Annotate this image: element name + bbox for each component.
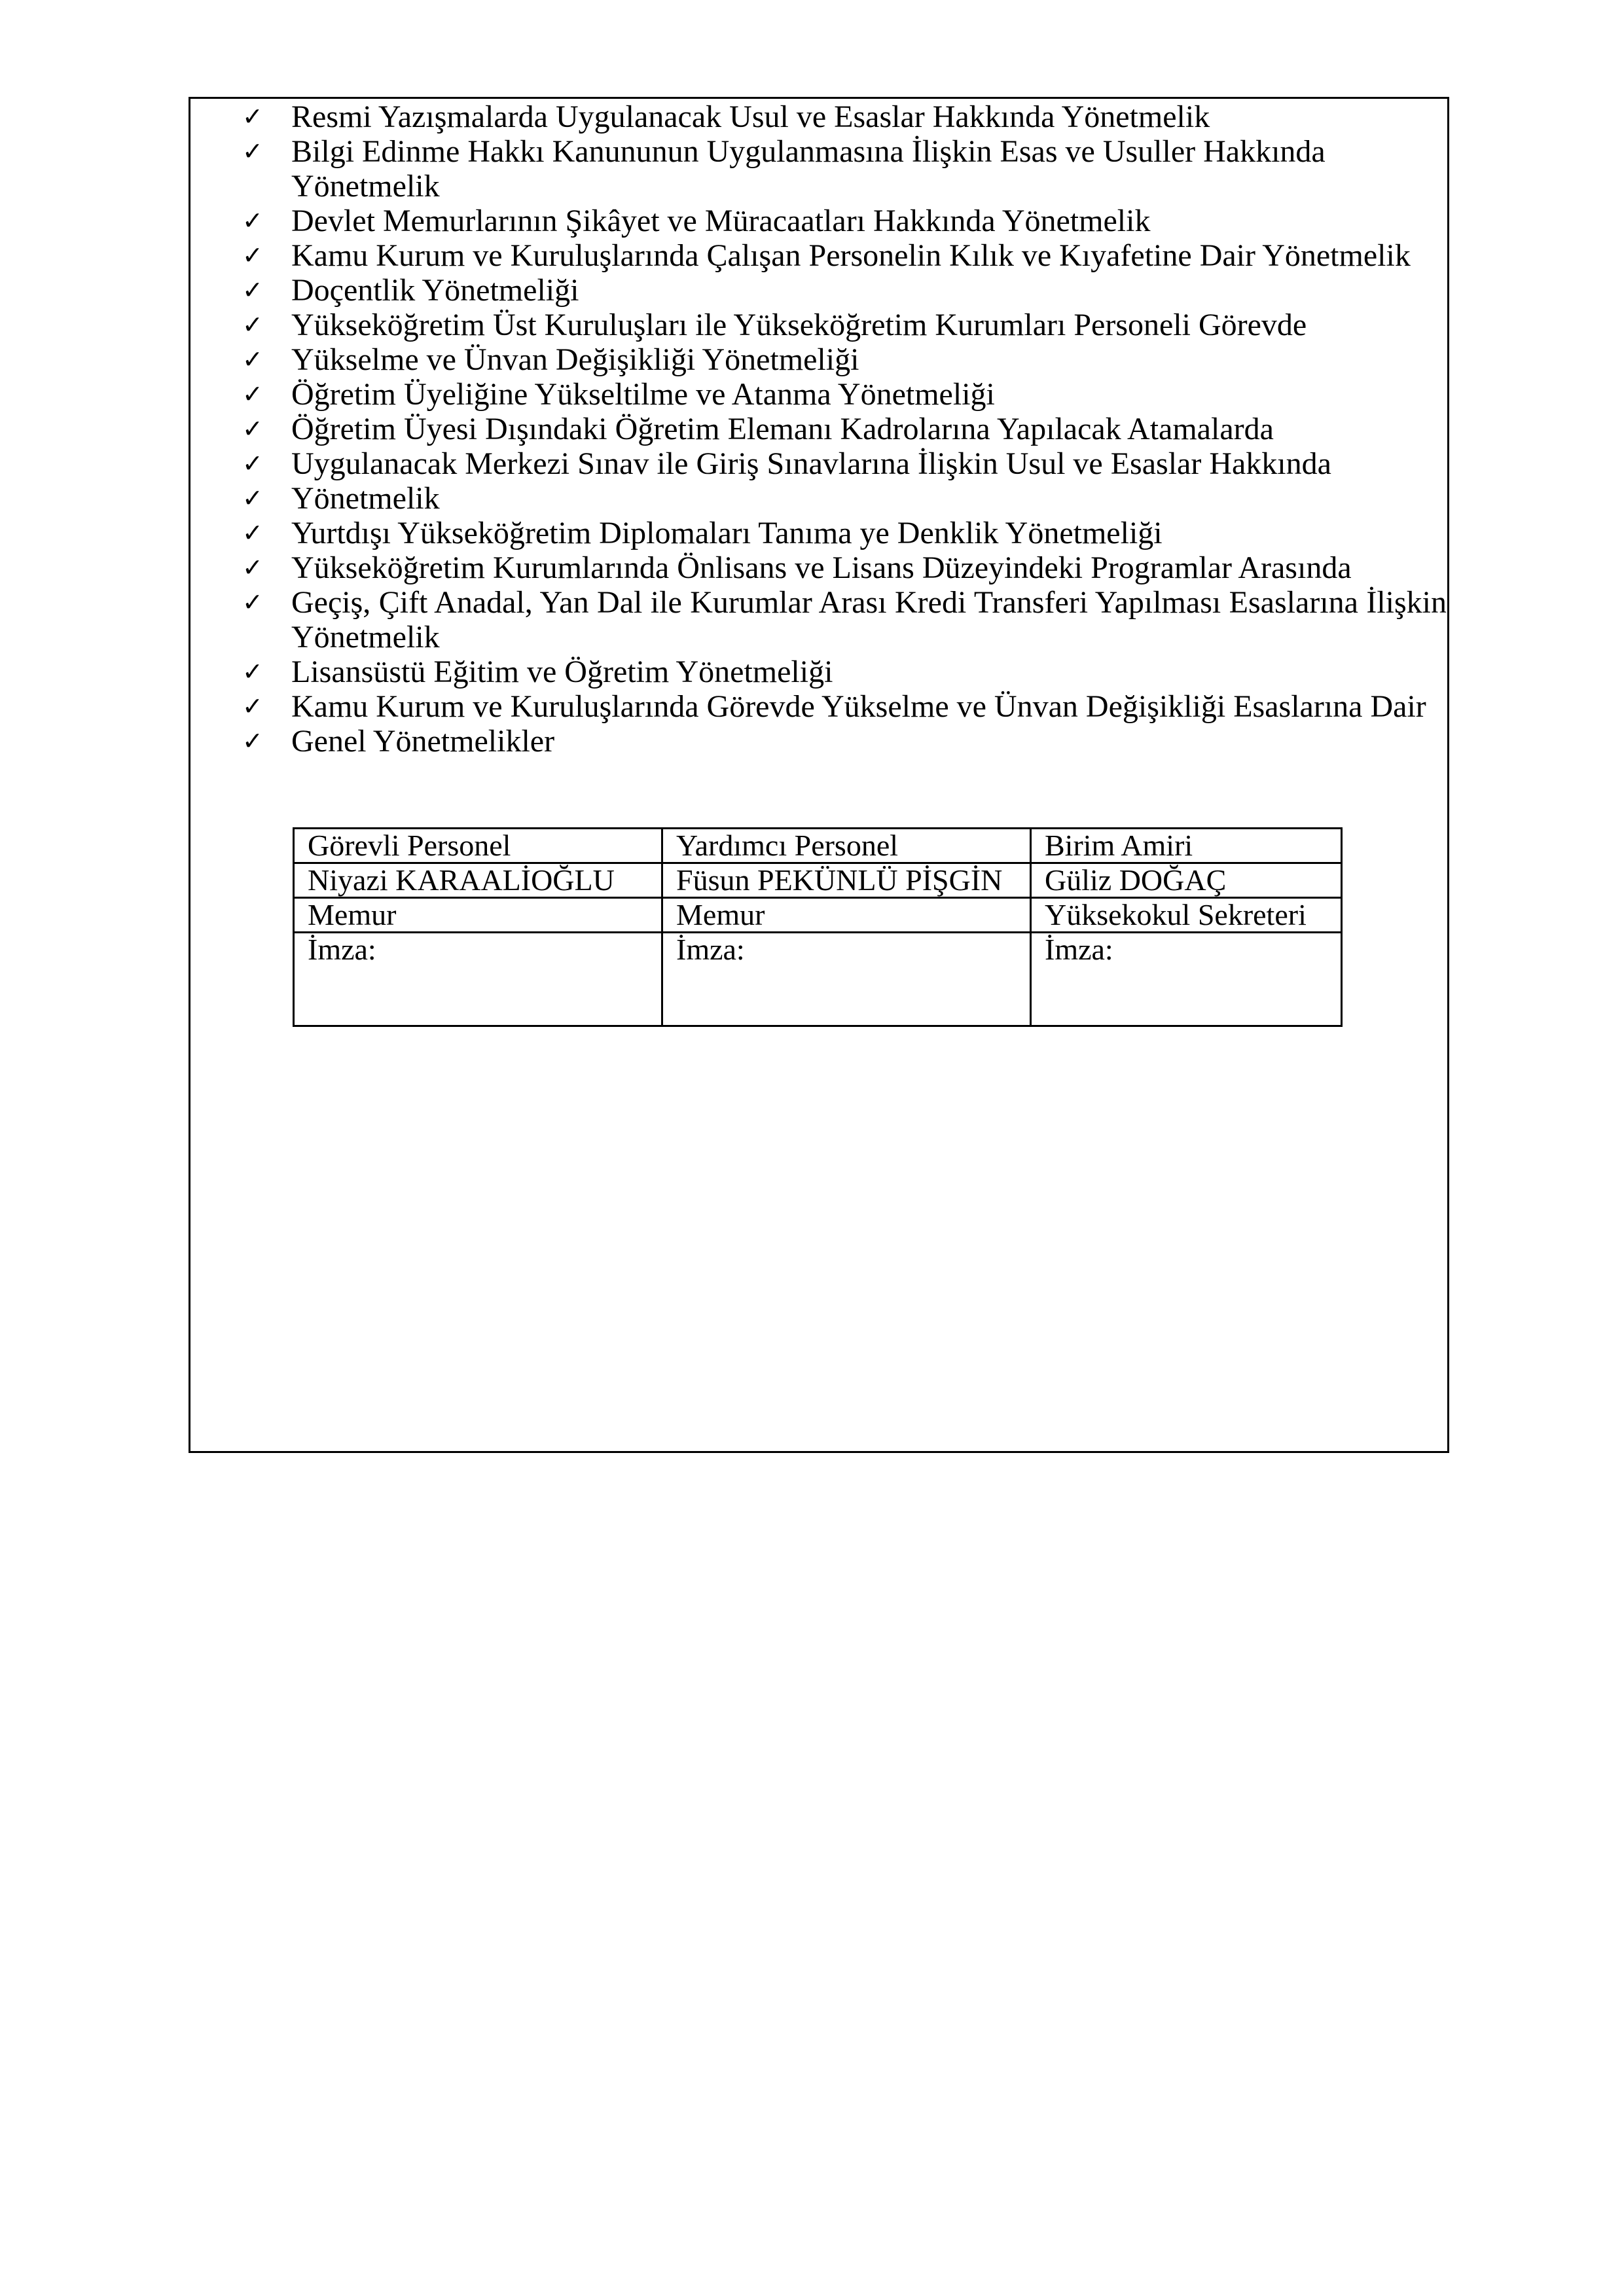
list-item (242, 273, 1447, 308)
list-item-text: Yönetmelik (291, 481, 440, 516)
list-item (242, 412, 1447, 446)
list-item (242, 238, 1447, 273)
list-item-text: Yurtdışı Yükseköğretim Diplomaları Tanıma ye Denklik Yönetmeliği (291, 516, 1163, 550)
checkmark-icon: ✓ (242, 345, 263, 374)
checkmark-icon: ✓ (242, 241, 263, 270)
list-item (242, 655, 1447, 689)
list-item-text: Doçentlik Yönetmeliği (291, 273, 579, 308)
list-item (242, 585, 1447, 655)
header-cell: Görevli Personel (294, 829, 662, 863)
checkmark-icon: ✓ (242, 449, 263, 478)
header-cell: Birim Amiri (1031, 829, 1342, 863)
checkmark-icon: ✓ (242, 657, 263, 686)
name-cell: Füsun PEKÜNLÜ PİŞGİN (662, 863, 1031, 898)
list-item (242, 446, 1447, 481)
table-row-titles (294, 898, 1342, 933)
list-item-text: Bilgi Edinme Hakkı Kanununun Uygulanmasına İlişkin Esas ve Usuller Hakkında Yönetmelik (291, 134, 1326, 204)
list-item (242, 342, 1447, 377)
checkmark-icon: ✓ (242, 310, 263, 339)
name-cell: Niyazi KARAALİOĞLU (294, 863, 662, 898)
checkmark-icon: ✓ (242, 206, 263, 235)
checkmark-icon: ✓ (242, 276, 263, 304)
list-item-text: Uygulanacak Merkezi Sınav ile Giriş Sınavlarına İlişkin Usul ve Esaslar Hakkında (291, 446, 1331, 481)
signature-cell: İmza: (1031, 933, 1342, 1026)
checkmark-icon: ✓ (242, 484, 263, 512)
signature-cell: İmza: (294, 933, 662, 1026)
list-item-text: Yükselme ve Ünvan Değişikliği Yönetmeliği (291, 342, 859, 377)
checkmark-icon: ✓ (242, 692, 263, 721)
checkmark-icon: ✓ (242, 137, 263, 166)
list-item-text: Öğretim Üyesi Dışındaki Öğretim Elemanı Kadrolarına Yapılacak Atamalarda (291, 412, 1274, 446)
title-cell: Memur (294, 898, 662, 933)
table-row-header (294, 829, 1342, 863)
checkmark-icon: ✓ (242, 414, 263, 443)
regulation-list (242, 99, 1447, 759)
list-item-text: Kamu Kurum ve Kuruluşlarında Çalışan Personelin Kılık ve Kıyafetine Dair Yönetmelik (291, 238, 1411, 273)
name-cell: Güliz DOĞAÇ (1031, 863, 1342, 898)
list-item-text: Devlet Memurlarının Şikâyet ve Müracaatları Hakkında Yönetmelik (291, 204, 1151, 238)
table-row-names (294, 863, 1342, 898)
list-item (242, 550, 1447, 585)
list-item (242, 689, 1447, 724)
list-item-text: Yükseköğretim Kurumlarında Önlisans ve Lisans Düzeyindeki Programlar Arasında (291, 550, 1352, 585)
list-item-text: Lisansüstü Eğitim ve Öğretim Yönetmeliği (291, 655, 833, 689)
checkmark-icon: ✓ (242, 553, 263, 582)
checkmark-icon: ✓ (242, 380, 263, 408)
header-cell: Yardımcı Personel (662, 829, 1031, 863)
list-item (242, 724, 1447, 759)
list-item-text: Öğretim Üyeliğine Yükseltilme ve Atanma Yönetmeliği (291, 377, 995, 412)
list-item-text: Yükseköğretim Üst Kuruluşları ile Yükseköğretim Kurumları Personeli Görevde (291, 308, 1307, 342)
list-item-text: Kamu Kurum ve Kuruluşlarında Görevde Yükselme ve Ünvan Değişikliği Esaslarına Dair (291, 689, 1426, 724)
checkmark-icon: ✓ (242, 588, 263, 617)
list-item-text: Genel Yönetmelikler (291, 724, 555, 759)
list-item-text: Geçiş, Çift Anadal, Yan Dal ile Kurumlar Arası Kredi Transferi Yapılması Esaslarına İlişkin Yönetmelik (291, 585, 1447, 655)
list-item (242, 204, 1447, 238)
table-row-signatures (294, 933, 1342, 1026)
checkmark-icon: ✓ (242, 102, 263, 131)
title-cell: Memur (662, 898, 1031, 933)
signature-table (293, 827, 1343, 1027)
checkmark-icon: ✓ (242, 726, 263, 755)
list-item (242, 481, 1447, 516)
list-item-text: Resmi Yazışmalarda Uygulanacak Usul ve Esaslar Hakkında Yönetmelik (291, 99, 1210, 134)
list-item (242, 377, 1447, 412)
list-item (242, 516, 1447, 550)
title-cell: Yüksekokul Sekreteri (1031, 898, 1342, 933)
checkmark-icon: ✓ (242, 518, 263, 547)
signature-cell: İmza: (662, 933, 1031, 1026)
list-item (242, 99, 1447, 134)
list-item (242, 134, 1447, 204)
list-item (242, 308, 1447, 342)
